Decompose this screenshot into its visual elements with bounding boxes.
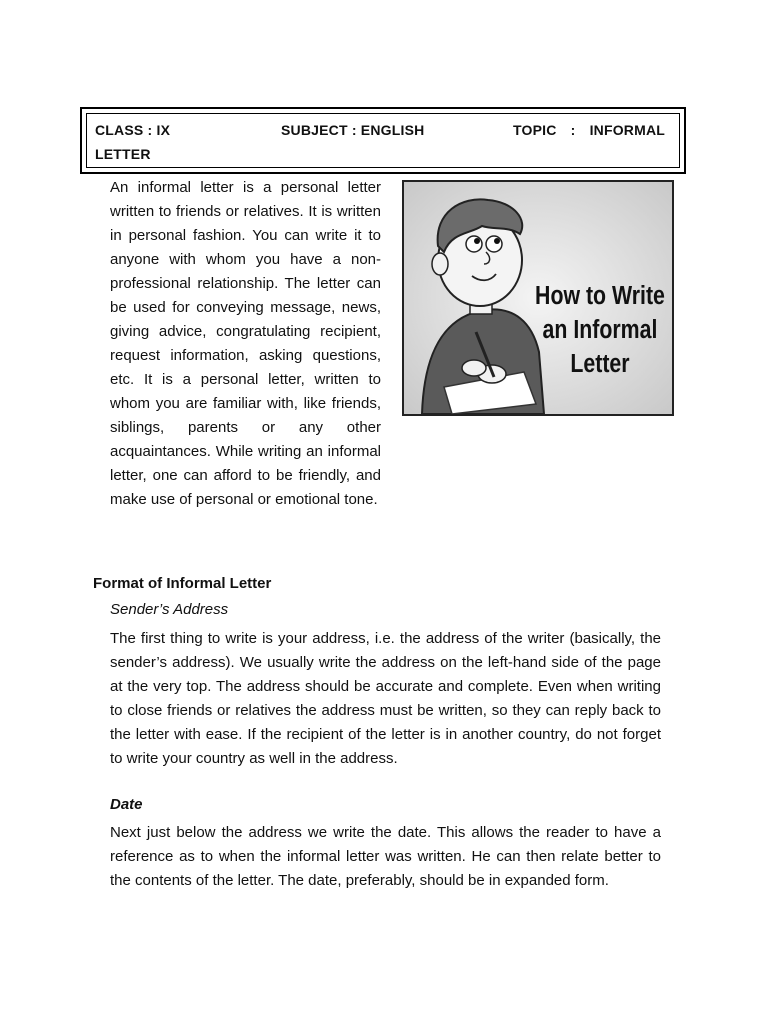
how-to-write-illustration [402,180,674,416]
topic-continued-label: LETTER [95,146,151,162]
caption-line-2: an Informal [542,315,658,345]
caption-line-1: How to Write [535,281,665,311]
date-paragraph: Next just below the address we write the date. This allows the reader to have a reference as to when the informal letter was written. He can then relate better to the contents of the letter. The date, preferably, should be in expanded form. [110,824,661,889]
subject-label: SUBJECT : ENGLISH [281,122,425,138]
header-table [80,107,686,174]
senders-address-paragraph: The first thing to write is your address, i.e. the address of the writer (basically, the sender’s address). We usually write the address on the left-hand side of the page at the very top. The address should be accurate and complete. Even when writing to close friends or relatives the address must be written, so they can reply back to the letter with ease. If the recipient of the letter is in another country, do not forget to write your country as well in the address. [110,630,661,767]
class-label: CLASS : IX [95,122,171,138]
header-inner-border [86,113,680,168]
boy-writing-icon [404,182,672,414]
caption-line-3: Letter [570,349,630,379]
topic-label: TOPIC : INFORMAL [513,122,666,138]
intro-paragraph: An informal letter is a personal letter written to friends or relatives. It is written in personal fashion. You can write it to anyone with whom you have a non-professional relationship. The letter can be used for conveying message, news, giving advice, congratulating recipient, request information, asking questions, etc. It is a personal letter, written to whom you are familiar with, like friends, siblings, parents or any other acquaintances. While writing an informal letter, one can afford to be friendly, and make use of personal or emotional tone. [110,179,381,508]
senders-address-heading: Sender’s Address [110,601,229,618]
date-heading: Date [110,796,143,813]
format-heading: Format of Informal Letter [93,575,272,592]
